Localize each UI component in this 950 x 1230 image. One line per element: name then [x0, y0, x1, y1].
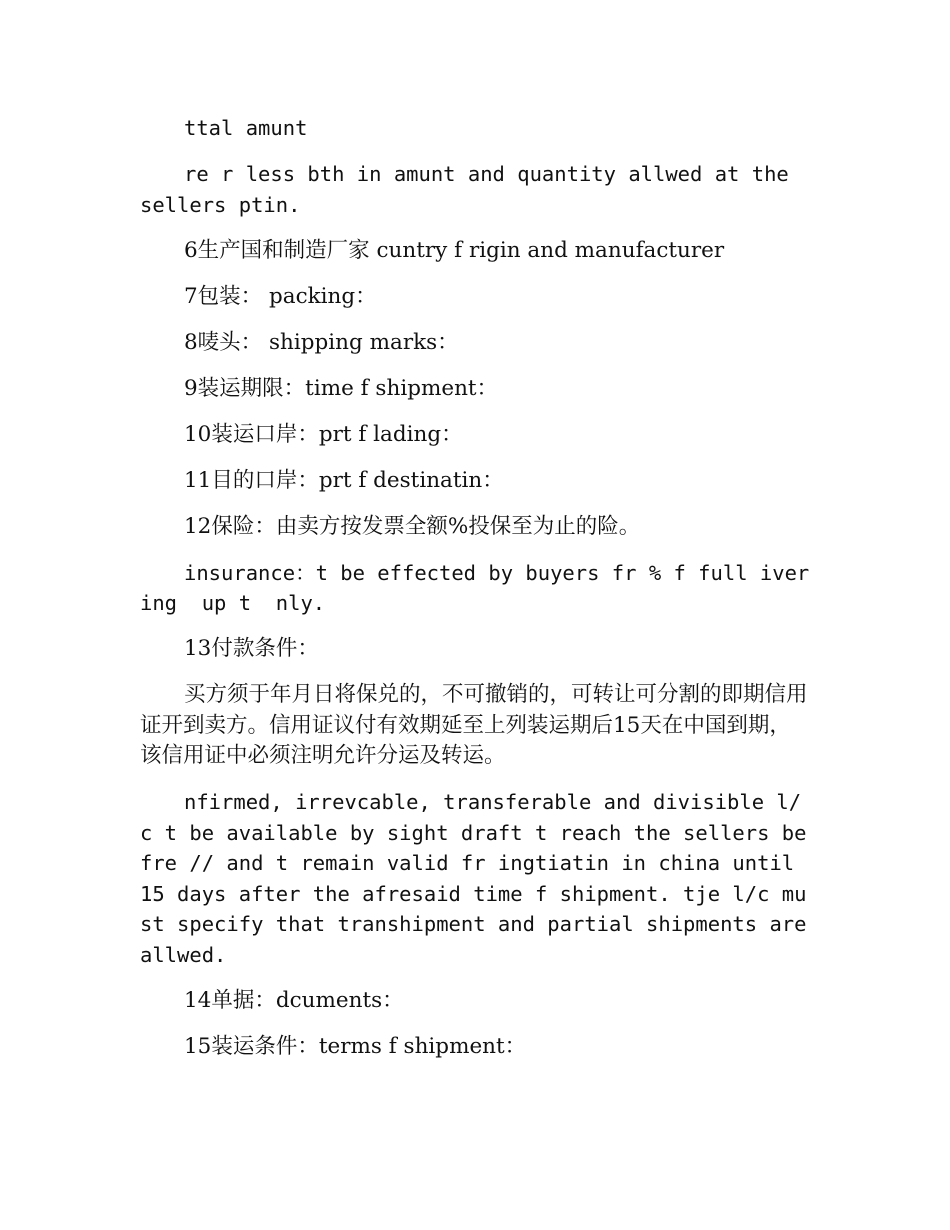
paragraph-payment-cn: 买方须于年月日将保兑的，不可撤销的，可转让可分割的即期信用证开到卖方。信用证议付有效期延至上列装运期后15天在中国到期，该信用证中必须注明允许分运及转运。	[140, 682, 808, 768]
paragraph-more-or-less: re r less bth in amunt and quantity allwed at the sellers ptin.	[140, 162, 802, 217]
paragraph-payment-terms: 13付款条件：	[184, 636, 319, 661]
paragraph-insurance-cn: 12保险：由卖方按发票全额%投保至为止的险。	[184, 513, 641, 539]
paragraph-total-amount: ttal amunt	[184, 116, 308, 140]
paragraph-shipping-marks: 8唛头： shipping marks：	[184, 329, 459, 355]
paragraph-time-of-shipment: 9装运期限：time f shipment：	[184, 375, 499, 401]
paragraph-port-of-lading: 10装运口岸：prt f lading：	[184, 421, 463, 447]
paragraph-packing: 7包装： packing：	[184, 283, 377, 309]
paragraph-insurance-en: insurance：t be effected by buyers fr % f full ivering up t nly.	[140, 560, 810, 615]
paragraph-payment-en: nfirmed, irrevcable, transferable and divisible l/c t be available by sight draft t reach the sellers befre // and t remain valid fr ingtiatin in china until 15 days after the afresaid time f shipment. tje l/c must specify that transhipment and partial shipments are allwed.	[140, 790, 819, 967]
paragraph-terms-of-shipment: 15装运条件：terms f shipment：	[184, 1033, 527, 1059]
paragraph-port-of-destination: 11目的口岸：prt f destinatin：	[184, 467, 504, 493]
paragraph-documents: 14单据：dcuments：	[184, 987, 404, 1013]
paragraph-country-of-origin: 6生产国和制造厂家 cuntry f rigin and manufacturer	[184, 237, 725, 263]
document-page	[140, 113, 819, 1078]
